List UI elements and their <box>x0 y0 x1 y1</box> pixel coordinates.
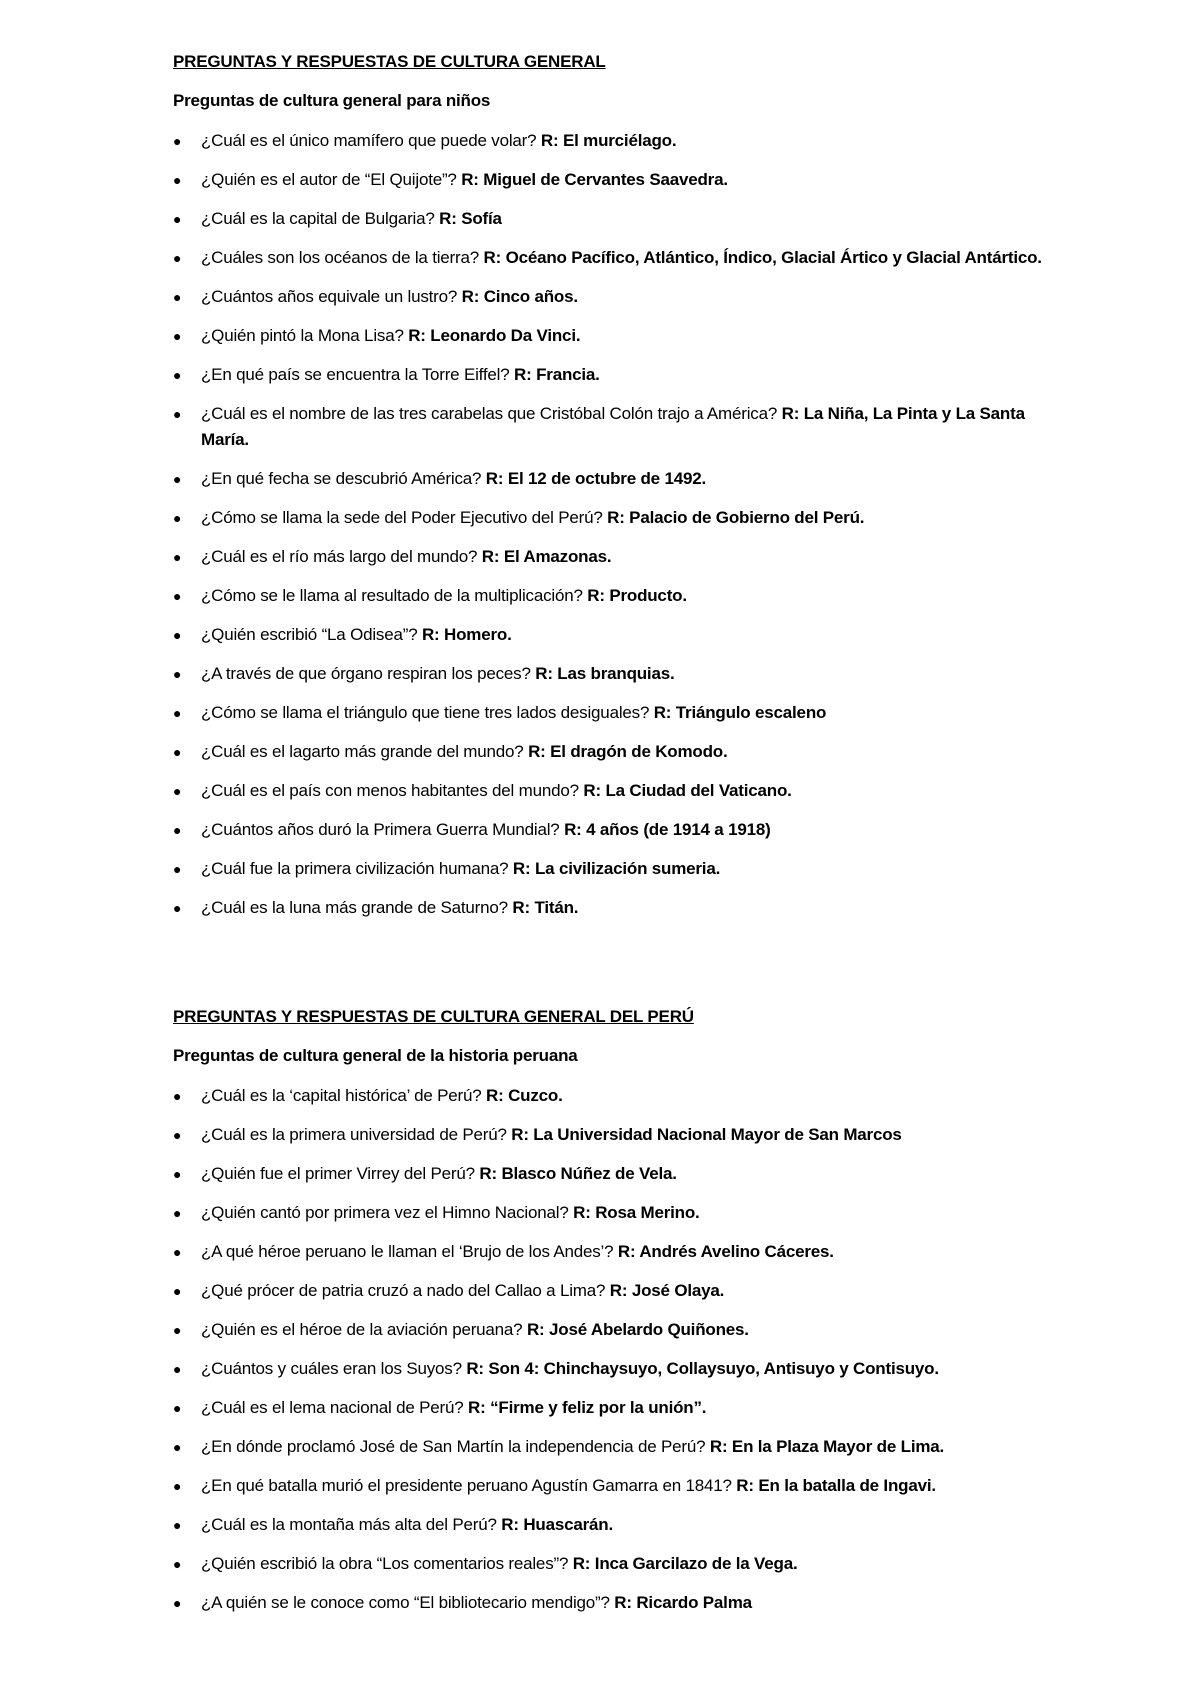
question-text: ¿Cuál es el lema nacional de Perú? <box>201 1398 469 1417</box>
question-text: ¿Quién cantó por primera vez el Himno Nacional? <box>201 1203 574 1222</box>
question-text: ¿Cuál es el nombre de las tres carabelas que Cristóbal Colón trajo a América? <box>201 404 782 423</box>
answer-text: R: Miguel de Cervantes Saavedra. <box>461 170 728 189</box>
list-item <box>173 362 1043 388</box>
list-item <box>173 1590 1043 1616</box>
list-item <box>173 1239 1043 1265</box>
question-text: ¿Cuál es el país con menos habitantes del mundo? <box>201 781 584 800</box>
question-text: ¿Qué prócer de patria cruzó a nado del Callao a Lima? <box>201 1281 610 1300</box>
answer-text: R: La Ciudad del Vaticano. <box>583 781 792 800</box>
bullet-icon: ● <box>173 367 182 383</box>
answer-text: R: Océano Pacífico, Atlántico, Índico, Glacial Ártico y Glacial Antártico. <box>483 248 1042 267</box>
answer-text: R: Inca Garcilazo de la Vega. <box>572 1554 798 1573</box>
bullet-icon: ● <box>173 1400 182 1416</box>
question-text: ¿Quién escribió la obra “Los comentarios reales”? <box>201 1554 573 1573</box>
list-item <box>173 206 1043 232</box>
answer-text: R: En la Plaza Mayor de Lima. <box>709 1437 945 1456</box>
list-item <box>173 622 1043 648</box>
list-item <box>173 167 1043 193</box>
list-item <box>173 739 1043 765</box>
question-text: ¿Quién escribió “La Odisea”? <box>201 625 422 644</box>
list-item <box>173 128 1043 154</box>
answer-text: R: Francia. <box>514 365 600 384</box>
list-item <box>173 505 1043 531</box>
answer-text: R: Las branquias. <box>535 664 675 683</box>
list-item <box>173 1200 1043 1226</box>
bullet-icon: ● <box>173 822 182 838</box>
bullet-icon: ● <box>173 1088 182 1104</box>
bullet-icon: ● <box>173 1283 182 1299</box>
bullet-icon: ● <box>173 1517 182 1533</box>
list-item <box>173 245 1043 271</box>
question-text: ¿A qué héroe peruano le llaman el ‘Brujo de los Andes’? <box>201 1242 618 1261</box>
list-item <box>173 1083 1043 1109</box>
answer-text: R: Cuzco. <box>486 1086 563 1105</box>
answer-text: R: Blasco Núñez de Vela. <box>479 1164 677 1183</box>
list-item <box>173 700 1043 726</box>
bullet-icon: ● <box>173 1361 182 1377</box>
bullet-icon: ● <box>173 1244 182 1260</box>
list-item <box>173 1356 1043 1382</box>
list-item <box>173 1473 1043 1499</box>
answer-text: R: El 12 de octubre de 1492. <box>485 469 707 488</box>
question-text: ¿A quién se le conoce como “El bibliotecario mendigo”? <box>201 1593 615 1612</box>
list-item <box>173 1512 1043 1538</box>
question-text: ¿Cuál es la capital de Bulgaria? <box>201 209 440 228</box>
question-text: ¿Cuál es la primera universidad de Perú? <box>201 1125 512 1144</box>
bullet-icon: ● <box>173 627 182 643</box>
question-text: ¿Cuáles son los océanos de la tierra? <box>201 248 484 267</box>
answer-text: R: Sofía <box>439 209 502 228</box>
bullet-icon: ● <box>173 744 182 760</box>
question-text: ¿Quién fue el primer Virrey del Perú? <box>201 1164 480 1183</box>
list-item <box>173 817 1043 843</box>
bullet-icon: ● <box>173 783 182 799</box>
bullet-icon: ● <box>173 549 182 565</box>
question-text: ¿Cuál es la montaña más alta del Perú? <box>201 1515 502 1534</box>
answer-text: R: Cinco años. <box>461 287 578 306</box>
list-item <box>173 544 1043 570</box>
bullet-icon: ● <box>173 1205 182 1221</box>
question-text: ¿Cuál es el único mamífero que puede volar? <box>201 131 541 150</box>
question-text: ¿Cómo se llama la sede del Poder Ejecutivo del Perú? <box>201 508 608 527</box>
answer-text: R: Titán. <box>512 898 579 917</box>
bullet-icon: ● <box>173 328 182 344</box>
answer-text: R: El Amazonas. <box>481 547 612 566</box>
bullet-icon: ● <box>173 1322 182 1338</box>
list-item <box>173 323 1043 349</box>
bullet-icon: ● <box>173 1439 182 1455</box>
question-text: ¿Quién es el autor de “El Quijote”? <box>201 170 462 189</box>
answer-text: R: 4 años (de 1914 a 1918) <box>564 820 771 839</box>
section2-subtitle: Preguntas de cultura general de la historia peruana <box>173 1046 578 1065</box>
question-text: ¿Cuántos años equivale un lustro? <box>201 287 462 306</box>
list-item <box>173 661 1043 687</box>
question-text: ¿Cuál es la luna más grande de Saturno? <box>201 898 513 917</box>
list-item <box>173 895 1043 921</box>
answer-text: R: Andrés Avelino Cáceres. <box>617 1242 834 1261</box>
list-item <box>173 583 1043 609</box>
answer-text: R: La Niña, La Pinta y La Santa María. <box>201 404 1025 449</box>
answer-text: R: Homero. <box>421 625 512 644</box>
question-text: ¿Cuál es la ‘capital histórica’ de Perú? <box>201 1086 487 1105</box>
bullet-icon: ● <box>173 289 182 305</box>
answer-text: R: El dragón de Komodo. <box>528 742 728 761</box>
question-text: ¿En qué país se encuentra la Torre Eiffel? <box>201 365 515 384</box>
answer-text: R: Palacio de Gobierno del Perú. <box>607 508 865 527</box>
bullet-icon: ● <box>173 1556 182 1572</box>
answer-text: R: “Firme y feliz por la unión”. <box>468 1398 707 1417</box>
section1-question-list <box>173 128 1043 934</box>
list-item <box>173 856 1043 882</box>
section2-question-list <box>173 1083 1043 1629</box>
bullet-icon: ● <box>173 133 182 149</box>
bullet-icon: ● <box>173 861 182 877</box>
answer-text: R: En la batalla de Ingavi. <box>736 1476 936 1495</box>
bullet-icon: ● <box>173 406 182 422</box>
answer-text: R: Producto. <box>587 586 687 605</box>
answer-text: R: Rosa Merino. <box>573 1203 700 1222</box>
answer-text: R: El murciélago. <box>540 131 677 150</box>
answer-text: R: La Universidad Nacional Mayor de San Marcos <box>511 1125 902 1144</box>
question-text: ¿Cuál es el río más largo del mundo? <box>201 547 482 566</box>
question-text: ¿Cuál es el lagarto más grande del mundo? <box>201 742 529 761</box>
list-item <box>173 1161 1043 1187</box>
list-item <box>173 1317 1043 1343</box>
question-text: ¿En qué fecha se descubrió América? <box>201 469 486 488</box>
bullet-icon: ● <box>173 1595 182 1611</box>
bullet-icon: ● <box>173 510 182 526</box>
question-text: ¿Cómo se le llama al resultado de la multiplicación? <box>201 586 588 605</box>
section1-title: PREGUNTAS Y RESPUESTAS DE CULTURA GENERAL <box>173 52 606 71</box>
list-item <box>173 1122 1043 1148</box>
answer-text: R: Ricardo Palma <box>614 1593 752 1612</box>
bullet-icon: ● <box>173 211 182 227</box>
question-text: ¿A través de que órgano respiran los peces? <box>201 664 536 683</box>
bullet-icon: ● <box>173 1478 182 1494</box>
list-item <box>173 466 1043 492</box>
question-text: ¿Cuántos y cuáles eran los Suyos? <box>201 1359 467 1378</box>
bullet-icon: ● <box>173 1127 182 1143</box>
question-text: ¿Cuál fue la primera civilización humana? <box>201 859 513 878</box>
bullet-icon: ● <box>173 705 182 721</box>
bullet-icon: ● <box>173 1166 182 1182</box>
question-text: ¿Quién es el héroe de la aviación peruana? <box>201 1320 527 1339</box>
bullet-icon: ● <box>173 666 182 682</box>
list-item <box>173 778 1043 804</box>
answer-text: R: José Abelardo Quiñones. <box>526 1320 749 1339</box>
list-item <box>173 1434 1043 1460</box>
answer-text: R: Triángulo escaleno <box>653 703 827 722</box>
answer-text: R: La civilización sumeria. <box>512 859 721 878</box>
section1-subtitle: Preguntas de cultura general para niños <box>173 91 491 110</box>
bullet-icon: ● <box>173 471 182 487</box>
answer-text: R: José Olaya. <box>609 1281 725 1300</box>
answer-text: R: Leonardo Da Vinci. <box>408 326 581 345</box>
question-text: ¿En dónde proclamó José de San Martín la independencia de Perú? <box>201 1437 710 1456</box>
question-text: ¿Cuántos años duró la Primera Guerra Mundial? <box>201 820 565 839</box>
question-text: ¿En qué batalla murió el presidente peruano Agustín Gamarra en 1841? <box>201 1476 737 1495</box>
list-item <box>173 1551 1043 1577</box>
list-item <box>173 401 1043 453</box>
bullet-icon: ● <box>173 250 182 266</box>
bullet-icon: ● <box>173 900 182 916</box>
bullet-icon: ● <box>173 588 182 604</box>
list-item <box>173 1395 1043 1421</box>
list-item <box>173 1278 1043 1304</box>
bullet-icon: ● <box>173 172 182 188</box>
section2-title: PREGUNTAS Y RESPUESTAS DE CULTURA GENERAL DEL PERÚ <box>173 1007 694 1026</box>
question-text: ¿Quién pintó la Mona Lisa? <box>201 326 409 345</box>
list-item <box>173 284 1043 310</box>
question-text: ¿Cómo se llama el triángulo que tiene tres lados desiguales? <box>201 703 654 722</box>
answer-text: R: Son 4: Chinchaysuyo, Collaysuyo, Antisuyo y Contisuyo. <box>466 1359 939 1378</box>
answer-text: R: Huascarán. <box>501 1515 613 1534</box>
